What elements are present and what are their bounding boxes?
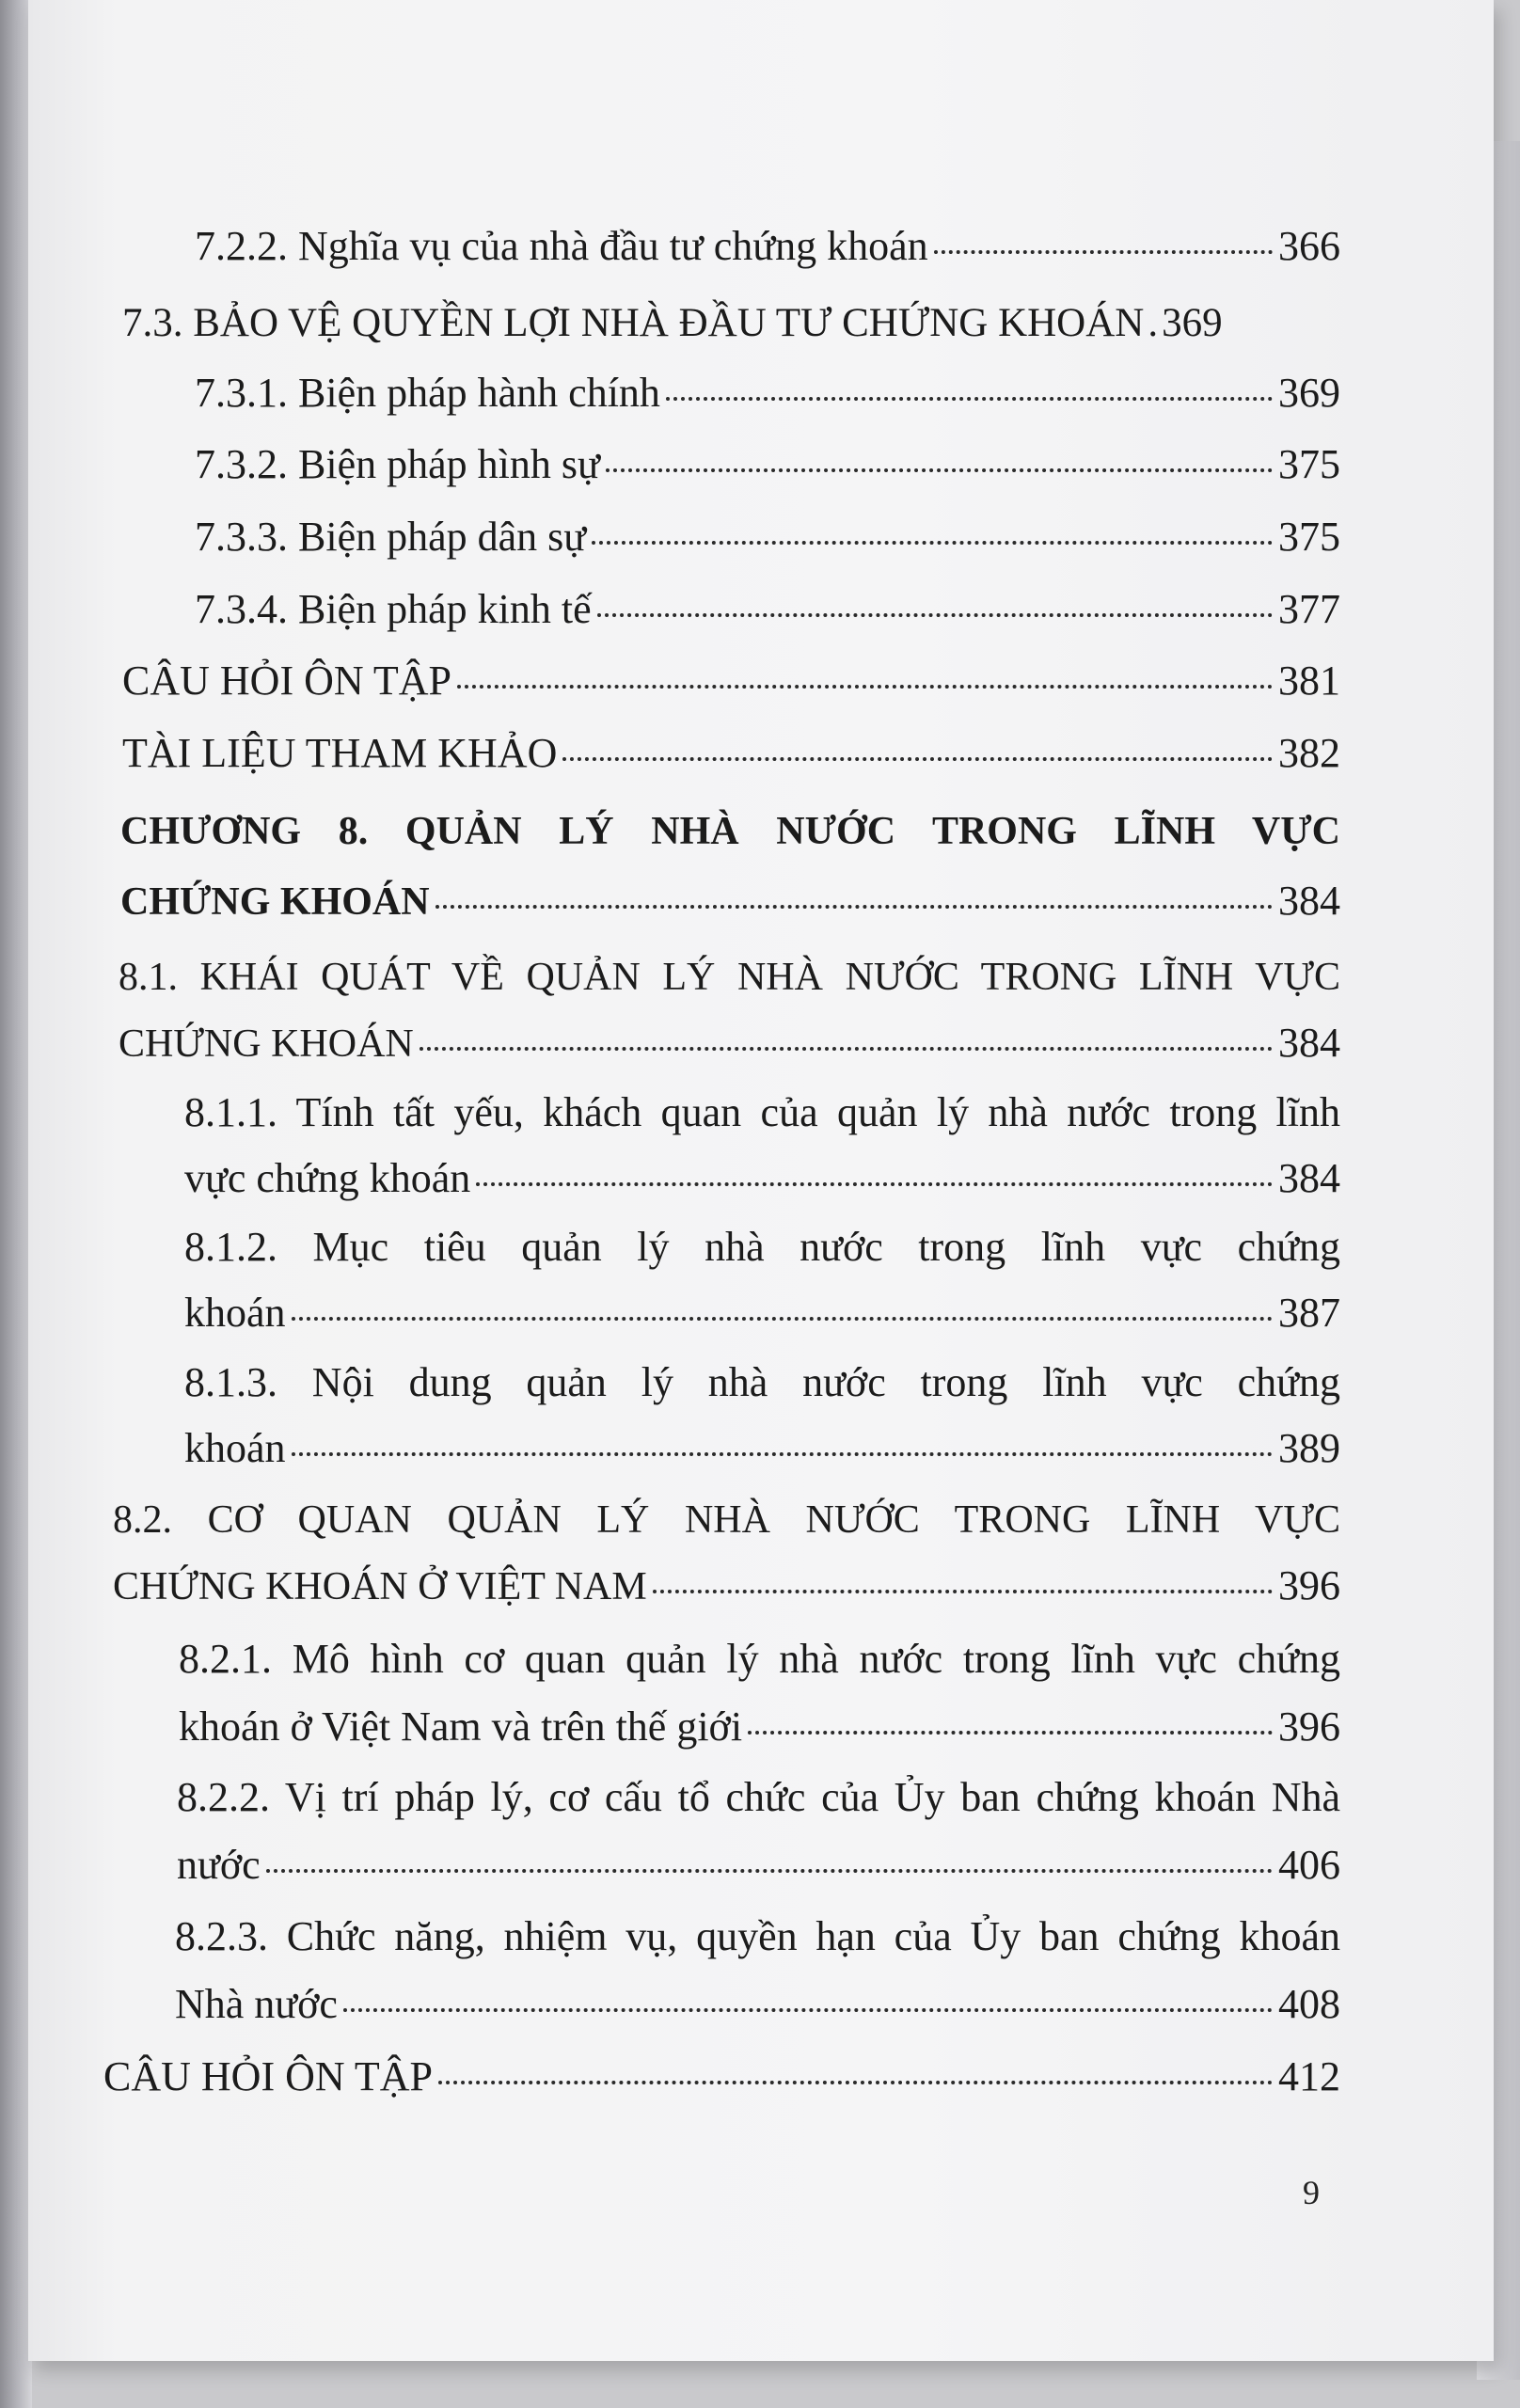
toc-leader-dots xyxy=(606,468,1273,472)
toc-entry-title: 7.3.2. Biện pháp hình sự xyxy=(195,441,600,487)
toc-entry-title-line1: 8.1.2. Mục tiêu quản lý nhà nước trong lĩnh vực chứng xyxy=(184,1224,1340,1270)
toc-entry-title-line1: 8.2.1. Mô hình cơ quan quản lý nhà nước trong lĩnh vực chứng xyxy=(179,1636,1340,1682)
toc-entry-page: 387 xyxy=(1278,1290,1340,1336)
toc-entry-page: 369 xyxy=(1162,301,1223,345)
toc-entry-7-2-2[interactable] xyxy=(195,222,1340,271)
toc-entry-title-line1: CHƯƠNG 8. QUẢN LÝ NHÀ NƯỚC TRONG LĨNH VỰC xyxy=(120,810,1340,853)
toc-entry-page: 366 xyxy=(1278,223,1340,269)
toc-entry-title-line2: nước xyxy=(177,1842,261,1888)
toc-entry-title-line1: 8.1.1. Tính tất yếu, khách quan của quản lý nhà nước trong lĩnh xyxy=(184,1089,1340,1135)
toc-entry-title: 7.2.2. Nghĩa vụ của nhà đầu tư chứng khoán xyxy=(195,223,928,269)
toc-entry-8-2-2[interactable] xyxy=(177,1773,1340,1890)
toc-entry-title: 7.3.4. Biện pháp kinh tế xyxy=(195,586,592,632)
toc-entry-title-line1: 8.2. CƠ QUAN QUẢN LÝ NHÀ NƯỚC TRONG LĨNH VỰC xyxy=(113,1498,1340,1542)
toc-entry-7-3-3[interactable] xyxy=(195,513,1340,562)
toc-entry-title: 7.3.1. Biện pháp hành chính xyxy=(195,370,660,416)
toc-leader-dots xyxy=(562,757,1273,761)
toc-entry-title: CÂU HỎI ÔN TẬP xyxy=(103,2053,433,2099)
toc-entry-title-line2: khoán ở Việt Nam và trên thế giới xyxy=(179,1703,743,1750)
toc-entry-title-line1: 8.2.3. Chức năng, nhiệm vụ, quyền hạn của Ủy ban chứng khoán xyxy=(175,1913,1340,1959)
toc-entry-7-3-1[interactable] xyxy=(195,369,1340,418)
toc-entry-8-2-1[interactable] xyxy=(179,1635,1340,1751)
toc-leader-dots xyxy=(592,541,1273,545)
toc-entry-title-line2: khoán xyxy=(184,1290,286,1336)
toc-leader-dots xyxy=(748,1731,1273,1735)
toc-entry-7-3[interactable]: 7.3. BẢO VỆ QUYỀN LỢI NHÀ ĐẦU TƯ CHỨNG KHOÁN . 369 xyxy=(122,299,1340,348)
toc-leader-dots xyxy=(597,613,1273,617)
toc-leader-dots xyxy=(420,1047,1273,1051)
toc-entry-chapter-8[interactable] xyxy=(120,807,1340,927)
toc-entry-title-line2: CHỨNG KHOÁN xyxy=(119,1022,414,1066)
toc-entry-title: 7.3. BẢO VỆ QUYỀN LỢI NHÀ ĐẦU TƯ CHỨNG KHOÁN xyxy=(122,301,1145,345)
toc-leader-dots xyxy=(438,2081,1273,2084)
toc-leader-dots xyxy=(292,1317,1273,1321)
toc-entry-title-line1: 8.1.3. Nội dung quản lý nhà nước trong lĩnh vực chứng xyxy=(184,1359,1340,1405)
toc-entry-page: 381 xyxy=(1278,657,1340,704)
toc-entry-title-line2: vực chứng khoán xyxy=(184,1155,471,1201)
toc-entry-page: 369 xyxy=(1278,370,1340,416)
toc-entry-8-1-2[interactable] xyxy=(184,1223,1340,1338)
page-number: 9 xyxy=(1303,2174,1320,2211)
toc-entry-page: 375 xyxy=(1278,441,1340,487)
toc-entry-8-2[interactable] xyxy=(113,1496,1340,1611)
toc-entry-page: 412 xyxy=(1278,2053,1340,2099)
toc-entry-title: CÂU HỎI ÔN TẬP xyxy=(122,657,451,704)
toc-leader-dots xyxy=(343,2008,1273,2012)
toc-entry-title-line2: CHỨNG KHOÁN Ở VIỆT NAM xyxy=(113,1565,647,1608)
toc-leader-dots xyxy=(292,1452,1273,1456)
toc-entry-7-3-4[interactable] xyxy=(195,585,1340,634)
toc-leader-dots xyxy=(457,685,1273,689)
toc-entry-title-line2: CHỨNG KHOÁN xyxy=(120,880,430,924)
toc-entry-page: 406 xyxy=(1278,1842,1340,1888)
toc-entry-title-line1: 8.1. KHÁI QUÁT VỀ QUẢN LÝ NHÀ NƯỚC TRONG LĨNH VỰC xyxy=(119,956,1340,999)
toc-entry-page: 375 xyxy=(1278,514,1340,560)
toc-entry-title-line1: 8.2.2. Vị trí pháp lý, cơ cấu tổ chức của Ủy ban chứng khoán Nhà xyxy=(177,1774,1340,1820)
toc-leader-dots xyxy=(266,1869,1273,1873)
toc-entry-8-2-3[interactable] xyxy=(175,1912,1340,2029)
toc-entry-references[interactable] xyxy=(122,729,1340,778)
toc-entry-8-1-1[interactable] xyxy=(184,1088,1340,1203)
toc-entry-page: 408 xyxy=(1278,1981,1340,2027)
toc-entry-review-questions-7[interactable] xyxy=(122,657,1340,705)
toc-entry-title: 7.3.3. Biện pháp dân sự xyxy=(195,514,587,560)
toc-entry-title-line2: khoán xyxy=(184,1425,286,1471)
toc-entry-title-line2: Nhà nước xyxy=(175,1981,338,2027)
toc-leader-dots xyxy=(476,1182,1273,1186)
toc-leader-dots xyxy=(666,397,1273,401)
toc-entry-8-1-3[interactable] xyxy=(184,1358,1340,1473)
toc-entry-title: TÀI LIỆU THAM KHẢO xyxy=(122,730,558,776)
toc-entry-8-1[interactable] xyxy=(119,953,1340,1069)
toc-leader-dots xyxy=(653,1590,1273,1593)
toc-leader-dots xyxy=(934,250,1273,254)
toc-entry-page: 382 xyxy=(1278,730,1340,776)
toc-entry-page: 389 xyxy=(1278,1425,1340,1471)
toc-entry-page: 377 xyxy=(1278,586,1340,632)
toc-entry-7-3-2[interactable] xyxy=(195,440,1340,489)
toc-entry-page: 384 xyxy=(1278,878,1340,924)
toc-entry-review-questions-8[interactable] xyxy=(103,2052,1340,2101)
toc-entry-page: 396 xyxy=(1278,1703,1340,1750)
toc-leader-dots xyxy=(435,905,1273,909)
toc-entry-page: 384 xyxy=(1278,1155,1340,1201)
toc-entry-page: 396 xyxy=(1278,1562,1340,1608)
toc-entry-page: 384 xyxy=(1278,1020,1340,1066)
